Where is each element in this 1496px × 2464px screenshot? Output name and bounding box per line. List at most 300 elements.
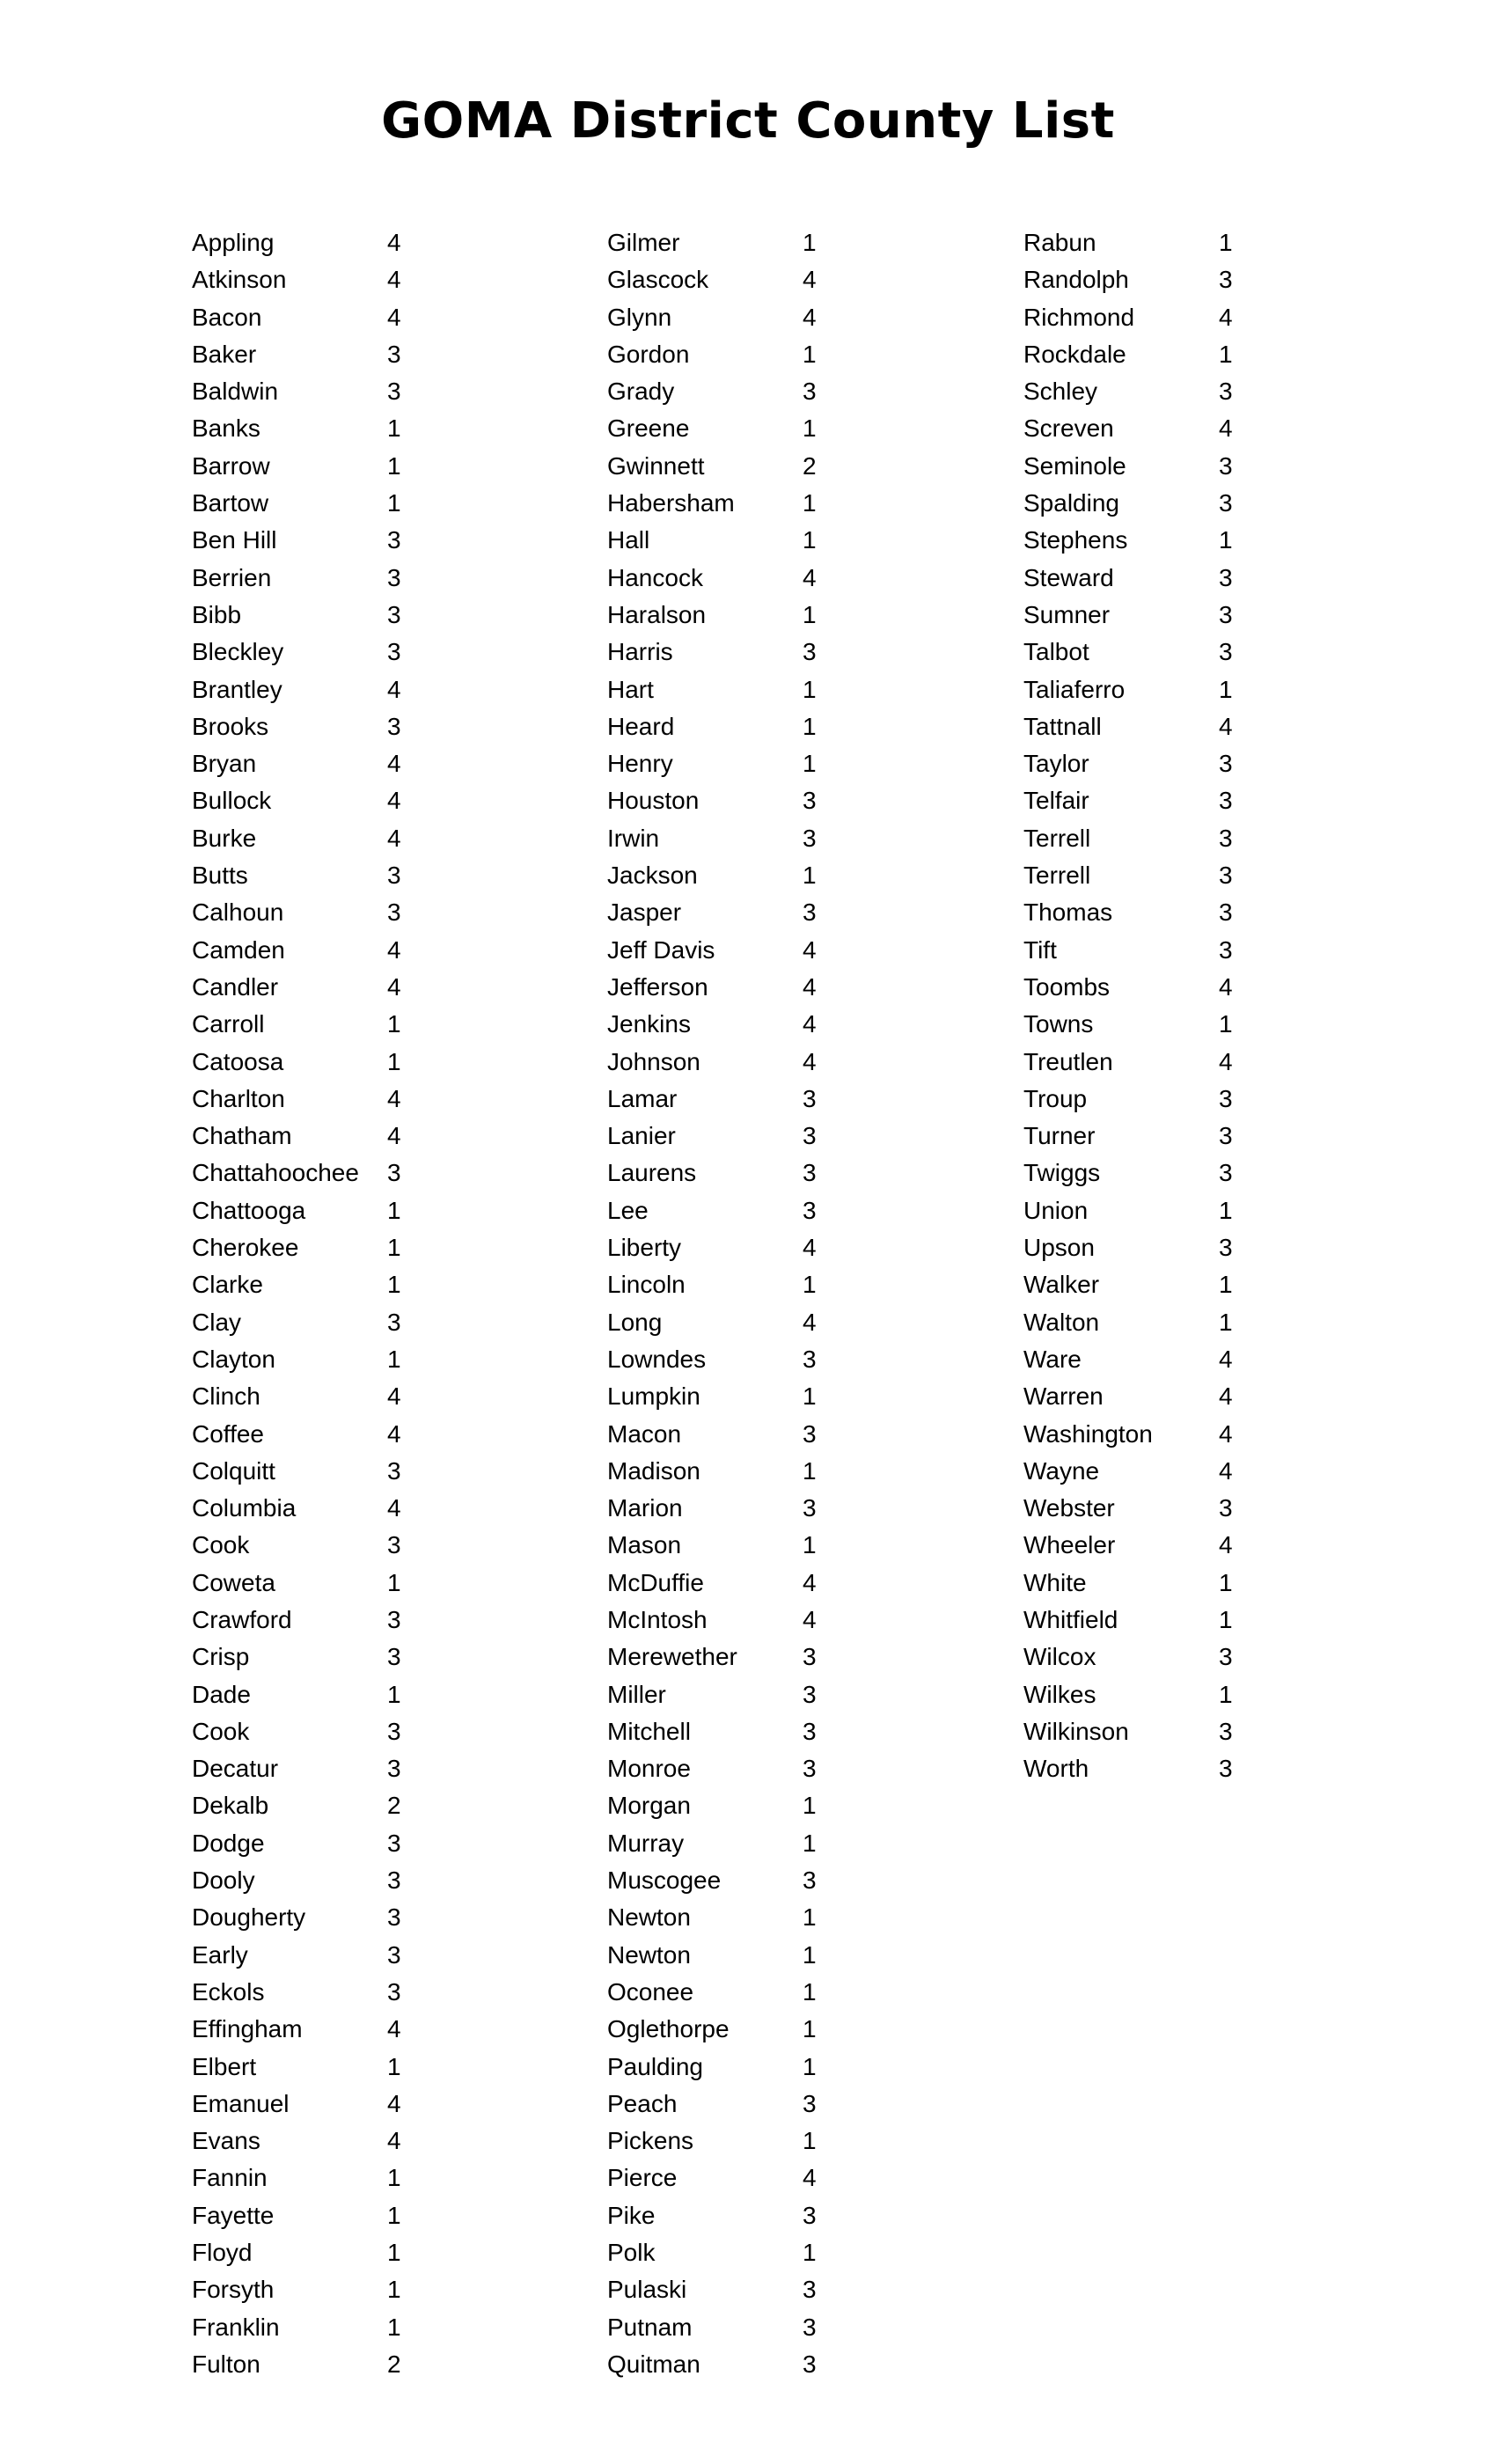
county-row xyxy=(192,1044,561,1081)
district-number: 3 xyxy=(1219,787,1233,815)
county-row xyxy=(192,1006,561,1043)
district-number: 3 xyxy=(1219,1234,1233,1262)
district-number: 4 xyxy=(387,1382,401,1411)
county-row xyxy=(192,2123,561,2160)
county-row xyxy=(607,782,977,819)
district-number: 1 xyxy=(387,1047,401,1075)
county-name: Mason xyxy=(607,1531,682,1559)
county-name: Dougherty xyxy=(192,1903,306,1932)
county-row xyxy=(192,820,561,857)
county-row xyxy=(1023,597,1393,634)
county-name: Burke xyxy=(192,824,257,852)
district-number: 1 xyxy=(1219,1568,1233,1596)
district-number: 4 xyxy=(803,1605,817,1633)
county-name: Mitchell xyxy=(607,1717,691,1745)
district-number: 1 xyxy=(803,750,817,778)
county-name: Spalding xyxy=(1023,489,1119,517)
county-name: Hancock xyxy=(607,563,703,591)
county-name: Henry xyxy=(607,750,673,778)
county-row xyxy=(192,1378,561,1415)
district-number: 2 xyxy=(387,2350,401,2378)
county-name: Walton xyxy=(1023,1308,1100,1336)
county-row xyxy=(607,1899,977,1936)
district-number: 1 xyxy=(803,862,817,890)
county-name: Treutlen xyxy=(1023,1047,1113,1075)
district-number: 3 xyxy=(1219,1122,1233,1150)
county-name: Pickens xyxy=(607,2127,694,2155)
district-number: 1 xyxy=(803,414,817,443)
district-number: 3 xyxy=(803,1196,817,1224)
county-name: Gordon xyxy=(607,340,690,368)
county-name: Haralson xyxy=(607,600,707,628)
county-row xyxy=(607,299,977,336)
county-name: Putnam xyxy=(607,2313,693,2341)
county-row xyxy=(1023,1006,1393,1043)
county-name: Eckols xyxy=(192,1977,265,2006)
county-name: Warren xyxy=(1023,1382,1104,1411)
district-number: 3 xyxy=(387,1531,401,1559)
county-name: Wilcox xyxy=(1023,1643,1096,1671)
district-number: 4 xyxy=(1219,303,1233,331)
county-row xyxy=(192,1825,561,1862)
district-number: 3 xyxy=(803,1494,817,1522)
district-number: 4 xyxy=(387,2089,401,2117)
district-number: 3 xyxy=(1219,1717,1233,1745)
county-row xyxy=(192,2234,561,2271)
county-name: McDuffie xyxy=(607,1568,704,1596)
county-row xyxy=(192,745,561,782)
county-row xyxy=(607,1974,977,2011)
county-name: Banks xyxy=(192,414,260,443)
county-name: Lamar xyxy=(607,1084,678,1112)
district-number: 3 xyxy=(387,1866,401,1895)
county-name: Hall xyxy=(607,526,650,554)
county-name: Gilmer xyxy=(607,229,680,256)
district-number: 1 xyxy=(803,1531,817,1559)
county-name: Appling xyxy=(192,229,275,256)
district-number: 3 xyxy=(803,2201,817,2229)
district-number: 1 xyxy=(803,2052,817,2080)
county-row xyxy=(607,410,977,447)
county-row xyxy=(192,560,561,597)
district-number: 3 xyxy=(1219,898,1233,927)
county-name: Lee xyxy=(607,1196,649,1224)
county-row xyxy=(192,1750,561,1787)
county-name: Fulton xyxy=(192,2350,260,2378)
county-name: Coweta xyxy=(192,1568,275,1596)
county-row xyxy=(607,1676,977,1713)
county-name: Peach xyxy=(607,2089,678,2117)
county-row xyxy=(192,261,561,298)
county-row xyxy=(607,2271,977,2308)
district-number: 1 xyxy=(803,1903,817,1932)
county-name: Tift xyxy=(1023,935,1057,964)
county-name: Early xyxy=(192,1940,248,1969)
county-name: Newton xyxy=(607,1940,691,1969)
county-row xyxy=(607,560,977,597)
district-number: 3 xyxy=(387,563,401,591)
district-number: 1 xyxy=(1219,340,1233,368)
district-number: 4 xyxy=(803,266,817,294)
county-row xyxy=(1023,634,1393,671)
county-name: Cherokee xyxy=(192,1234,299,1262)
district-number: 3 xyxy=(387,898,401,927)
county-name: Chattooga xyxy=(192,1196,306,1224)
county-row xyxy=(607,1527,977,1564)
district-number: 3 xyxy=(387,1903,401,1932)
county-name: Morgan xyxy=(607,1792,691,1820)
county-row xyxy=(192,1787,561,1824)
county-row xyxy=(607,1825,977,1862)
district-number: 3 xyxy=(1219,266,1233,294)
county-row xyxy=(1023,745,1393,782)
county-row xyxy=(607,224,977,261)
county-name: Richmond xyxy=(1023,303,1135,331)
county-name: Cook xyxy=(192,1531,250,1559)
county-row xyxy=(1023,1676,1393,1713)
county-row xyxy=(607,2197,977,2234)
county-name: Newton xyxy=(607,1903,691,1932)
county-name: McIntosh xyxy=(607,1605,708,1633)
county-name: Monroe xyxy=(607,1755,691,1783)
county-name: Marion xyxy=(607,1494,683,1522)
county-name: Towns xyxy=(1023,1010,1094,1038)
county-row xyxy=(607,820,977,857)
county-row xyxy=(192,1899,561,1936)
county-name: Webster xyxy=(1023,1494,1115,1522)
county-name: Crisp xyxy=(192,1643,250,1671)
district-number: 1 xyxy=(1219,526,1233,554)
county-name: Quitman xyxy=(607,2350,700,2378)
county-row xyxy=(607,1713,977,1750)
county-name: Clarke xyxy=(192,1271,263,1299)
county-row xyxy=(607,1787,977,1824)
county-row xyxy=(1023,820,1393,857)
district-number: 1 xyxy=(1219,675,1233,703)
county-name: Worth xyxy=(1023,1755,1089,1783)
district-number: 1 xyxy=(803,1940,817,1969)
district-number: 1 xyxy=(803,2127,817,2155)
county-row xyxy=(607,634,977,671)
county-row xyxy=(1023,1304,1393,1341)
county-name: Jeff Davis xyxy=(607,935,715,964)
district-number: 1 xyxy=(803,1271,817,1299)
district-number: 3 xyxy=(387,340,401,368)
county-row xyxy=(607,1490,977,1527)
district-number: 4 xyxy=(803,1308,817,1336)
district-number: 4 xyxy=(387,1419,401,1448)
district-number: 4 xyxy=(387,1084,401,1112)
county-row xyxy=(192,1527,561,1564)
county-name: Lowndes xyxy=(607,1345,707,1373)
district-number: 1 xyxy=(387,1271,401,1299)
district-number: 3 xyxy=(387,600,401,628)
county-name: Bibb xyxy=(192,600,242,628)
county-name: Polk xyxy=(607,2239,656,2267)
county-name: Coffee xyxy=(192,1419,264,1448)
county-row xyxy=(607,1937,977,1974)
county-name: Chatham xyxy=(192,1122,292,1150)
district-number: 3 xyxy=(387,1456,401,1485)
county-row xyxy=(607,522,977,559)
county-row xyxy=(1023,1044,1393,1081)
district-number: 1 xyxy=(803,526,817,554)
district-number: 3 xyxy=(803,1345,817,1373)
county-row xyxy=(192,448,561,485)
county-row xyxy=(1023,560,1393,597)
district-number: 4 xyxy=(387,1494,401,1522)
county-name: Liberty xyxy=(607,1234,682,1262)
county-row xyxy=(1023,373,1393,410)
district-number: 3 xyxy=(387,1940,401,1969)
county-row xyxy=(192,224,561,261)
county-row xyxy=(607,1862,977,1899)
county-column-1 xyxy=(192,224,561,2383)
district-number: 3 xyxy=(387,1159,401,1187)
district-number: 4 xyxy=(1219,1531,1233,1559)
county-row xyxy=(607,1118,977,1155)
district-number: 3 xyxy=(387,1977,401,2006)
county-name: Baker xyxy=(192,340,257,368)
county-name: Fannin xyxy=(192,2164,268,2192)
district-number: 1 xyxy=(1219,1308,1233,1336)
district-number: 3 xyxy=(387,1717,401,1745)
county-row xyxy=(607,745,977,782)
district-number: 1 xyxy=(803,1382,817,1411)
county-name: Rabun xyxy=(1023,229,1096,256)
county-name: Glascock xyxy=(607,266,709,294)
district-number: 1 xyxy=(803,489,817,517)
county-name: Dekalb xyxy=(192,1792,269,1820)
county-name: Oconee xyxy=(607,1977,694,2006)
county-name: Calhoun xyxy=(192,898,284,927)
county-name: Turner xyxy=(1023,1122,1096,1150)
county-row xyxy=(607,373,977,410)
district-number: 3 xyxy=(803,824,817,852)
county-name: Pulaski xyxy=(607,2276,687,2304)
district-number: 1 xyxy=(803,229,817,256)
county-row xyxy=(607,2234,977,2271)
county-row xyxy=(1023,1155,1393,1192)
county-name: Long xyxy=(607,1308,663,1336)
district-number: 2 xyxy=(387,1792,401,1820)
county-row xyxy=(192,1676,561,1713)
district-number: 4 xyxy=(1219,972,1233,1001)
district-number: 1 xyxy=(387,1680,401,1708)
county-row xyxy=(607,1304,977,1341)
district-number: 3 xyxy=(803,1643,817,1671)
county-name: Catoosa xyxy=(192,1047,284,1075)
county-name: Clayton xyxy=(192,1345,275,1373)
county-name: Houston xyxy=(607,787,700,815)
district-number: 3 xyxy=(803,1159,817,1187)
county-row xyxy=(607,1229,977,1266)
county-row xyxy=(1023,1192,1393,1229)
county-name: Berrien xyxy=(192,563,272,591)
county-row xyxy=(192,2160,561,2196)
county-row xyxy=(192,2271,561,2308)
district-number: 3 xyxy=(387,1643,401,1671)
county-row xyxy=(607,857,977,894)
county-name: Oglethorpe xyxy=(607,2015,730,2043)
county-row xyxy=(1023,410,1393,447)
district-number: 4 xyxy=(803,1568,817,1596)
county-row xyxy=(607,1155,977,1192)
district-number: 3 xyxy=(803,2276,817,2304)
county-name: Screven xyxy=(1023,414,1114,443)
district-number: 3 xyxy=(1219,1084,1233,1112)
district-number: 1 xyxy=(803,1792,817,1820)
district-number: 1 xyxy=(387,2201,401,2229)
district-number: 3 xyxy=(1219,1755,1233,1783)
district-number: 3 xyxy=(1219,824,1233,852)
district-number: 4 xyxy=(803,1047,817,1075)
county-row xyxy=(607,1416,977,1453)
county-row xyxy=(192,1937,561,1974)
district-number: 1 xyxy=(803,1977,817,2006)
county-row xyxy=(607,1750,977,1787)
county-name: Glynn xyxy=(607,303,672,331)
county-row xyxy=(192,1341,561,1378)
county-name: Talbot xyxy=(1023,638,1089,666)
county-name: Sumner xyxy=(1023,600,1111,628)
county-name: Chattahoochee xyxy=(192,1159,359,1187)
county-row xyxy=(1023,1229,1393,1266)
county-row xyxy=(1023,894,1393,931)
county-name: Bleckley xyxy=(192,638,284,666)
district-number: 1 xyxy=(387,2313,401,2341)
county-row xyxy=(607,1081,977,1118)
county-row xyxy=(607,2160,977,2196)
district-number: 1 xyxy=(387,451,401,480)
district-number: 1 xyxy=(387,1234,401,1262)
county-name: Terrell xyxy=(1023,862,1091,890)
county-name: White xyxy=(1023,1568,1087,1596)
county-name: Telfair xyxy=(1023,787,1089,815)
county-name: Hart xyxy=(607,675,654,703)
county-name: Butts xyxy=(192,862,248,890)
county-row xyxy=(192,1416,561,1453)
county-row xyxy=(192,1602,561,1639)
county-name: Rockdale xyxy=(1023,340,1126,368)
county-row xyxy=(607,448,977,485)
county-name: Jasper xyxy=(607,898,682,927)
county-row xyxy=(192,2346,561,2383)
district-number: 3 xyxy=(387,638,401,666)
county-name: Dooly xyxy=(192,1866,255,1895)
district-number: 3 xyxy=(803,1122,817,1150)
district-number: 3 xyxy=(803,787,817,815)
district-number: 4 xyxy=(387,2127,401,2155)
district-number: 4 xyxy=(387,2015,401,2043)
county-name: Jenkins xyxy=(607,1010,691,1038)
district-number: 4 xyxy=(387,935,401,964)
county-row xyxy=(607,708,977,745)
district-number: 3 xyxy=(1219,1494,1233,1522)
county-row xyxy=(192,1081,561,1118)
district-number: 1 xyxy=(803,1456,817,1485)
district-number: 1 xyxy=(387,2239,401,2267)
district-number: 1 xyxy=(1219,1010,1233,1038)
county-column-2 xyxy=(607,224,977,2383)
county-row xyxy=(607,1192,977,1229)
county-row xyxy=(1023,671,1393,708)
county-name: Wilkinson xyxy=(1023,1717,1129,1745)
district-number: 3 xyxy=(1219,600,1233,628)
county-name: Ben Hill xyxy=(192,526,277,554)
district-number: 3 xyxy=(803,1680,817,1708)
district-number: 3 xyxy=(803,2089,817,2117)
county-row xyxy=(607,485,977,522)
district-number: 3 xyxy=(803,1717,817,1745)
county-row xyxy=(1023,1416,1393,1453)
county-row xyxy=(607,1378,977,1415)
county-row xyxy=(1023,1266,1393,1303)
county-row xyxy=(192,1304,561,1341)
county-name: Wilkes xyxy=(1023,1680,1096,1708)
district-number: 1 xyxy=(1219,1605,1233,1633)
county-name: Brooks xyxy=(192,712,269,740)
district-number: 1 xyxy=(387,2276,401,2304)
county-name: Pierce xyxy=(607,2164,678,2192)
county-row xyxy=(1023,485,1393,522)
county-row xyxy=(607,932,977,969)
district-number: 4 xyxy=(1219,1382,1233,1411)
county-row xyxy=(1023,1118,1393,1155)
county-name: Crawford xyxy=(192,1605,292,1633)
county-row xyxy=(192,1862,561,1899)
county-row xyxy=(192,410,561,447)
district-number: 4 xyxy=(803,1234,817,1262)
county-name: Whitfield xyxy=(1023,1605,1118,1633)
county-row xyxy=(607,894,977,931)
county-name: Pike xyxy=(607,2201,656,2229)
county-row xyxy=(1023,522,1393,559)
district-number: 1 xyxy=(1219,1271,1233,1299)
county-name: Washington xyxy=(1023,1419,1153,1448)
county-row xyxy=(1023,1565,1393,1602)
district-number: 1 xyxy=(803,1829,817,1857)
county-name: Thomas xyxy=(1023,898,1113,927)
district-number: 1 xyxy=(387,1568,401,1596)
district-number: 4 xyxy=(387,824,401,852)
district-number: 1 xyxy=(387,1196,401,1224)
district-number: 1 xyxy=(387,414,401,443)
county-row xyxy=(192,1713,561,1750)
county-row xyxy=(1023,299,1393,336)
county-row xyxy=(1023,224,1393,261)
district-number: 3 xyxy=(803,2350,817,2378)
county-row xyxy=(1023,1490,1393,1527)
district-number: 3 xyxy=(1219,1159,1233,1187)
county-name: Irwin xyxy=(607,824,660,852)
county-name: Troup xyxy=(1023,1084,1088,1112)
county-name: Seminole xyxy=(1023,451,1126,480)
district-number: 1 xyxy=(803,712,817,740)
county-row xyxy=(607,2123,977,2160)
county-row xyxy=(192,2309,561,2346)
county-name: Colquitt xyxy=(192,1456,275,1485)
county-name: Fayette xyxy=(192,2201,275,2229)
district-number: 4 xyxy=(387,675,401,703)
county-name: Murray xyxy=(607,1829,685,1857)
district-number: 3 xyxy=(803,898,817,927)
county-name: Walker xyxy=(1023,1271,1100,1299)
district-number: 3 xyxy=(1219,935,1233,964)
district-number: 3 xyxy=(803,1866,817,1895)
county-row xyxy=(607,2011,977,2048)
district-number: 4 xyxy=(387,303,401,331)
